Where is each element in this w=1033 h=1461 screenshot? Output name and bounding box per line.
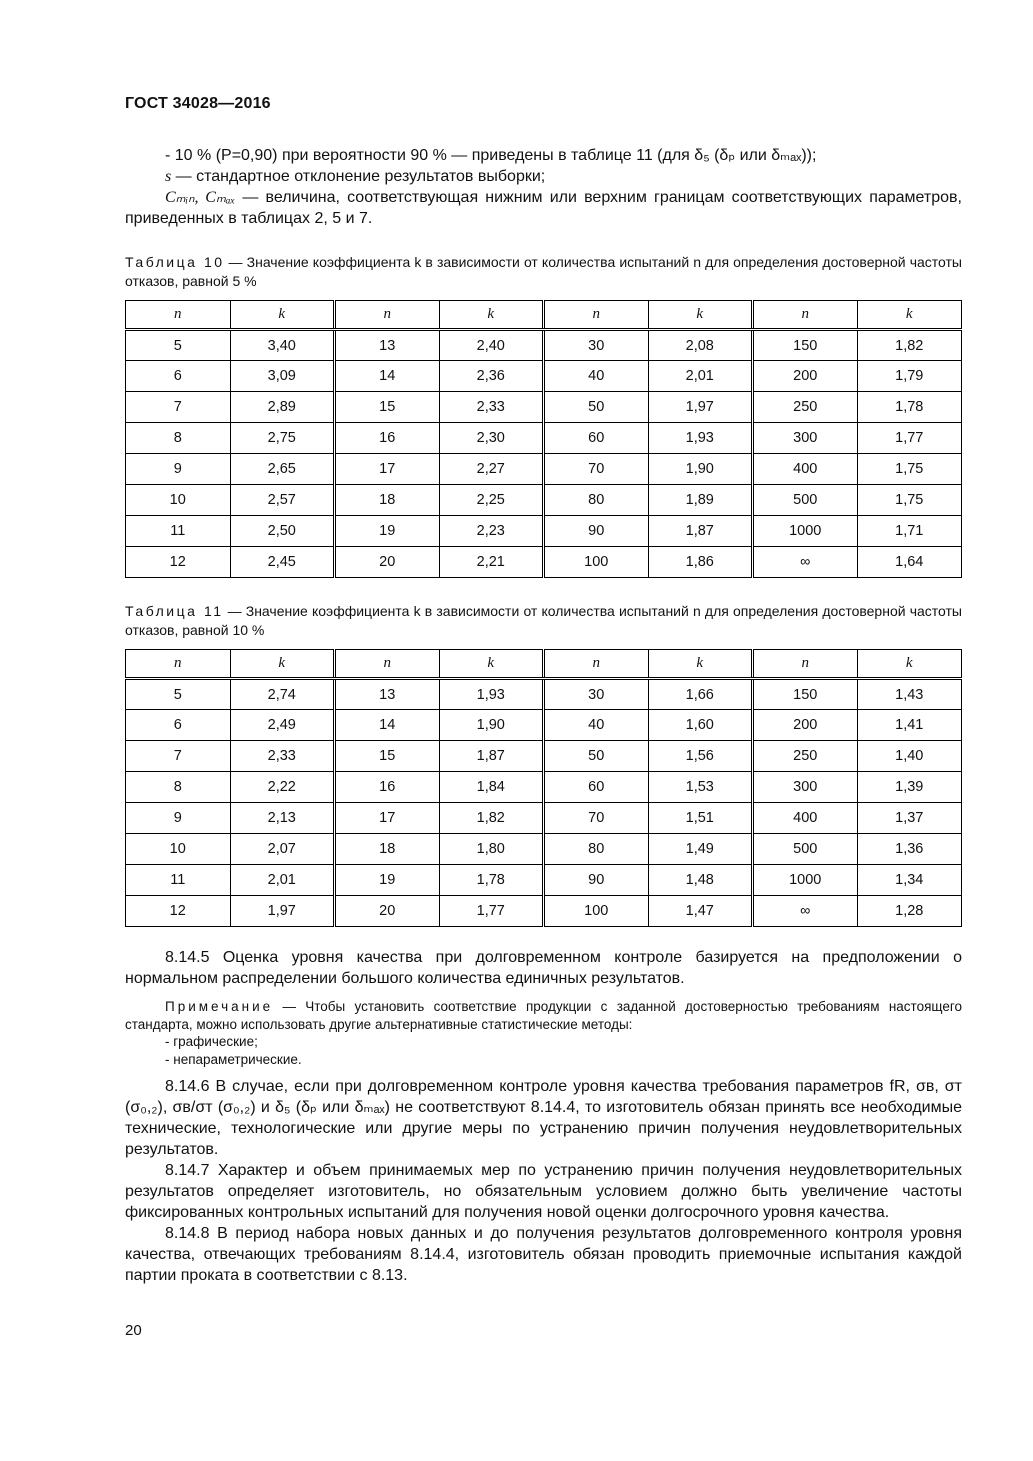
table-cell: 1,48: [648, 865, 753, 896]
table-cell: 18: [335, 834, 440, 865]
table-11-section: [125, 602, 962, 927]
table-cell: 2,08: [648, 330, 753, 361]
table-cell: 30: [544, 679, 649, 710]
table-row: [126, 392, 962, 423]
table-11-caption-label: Таблица 11: [125, 603, 224, 619]
symbol-s: s: [165, 168, 172, 185]
table-row: [126, 772, 962, 803]
table-11-caption: [125, 602, 962, 640]
table-cell: 1,60: [648, 710, 753, 741]
table-cell: 90: [544, 865, 649, 896]
table-cell: 1,90: [648, 454, 753, 485]
table-cell: 1,64: [857, 547, 962, 578]
table-cell: 90: [544, 516, 649, 547]
table-10-header-row: [126, 301, 962, 330]
table-cell: 300: [753, 423, 858, 454]
table-cell: 1,34: [857, 865, 962, 896]
table-cell: 250: [753, 392, 858, 423]
table-cell: 2,30: [439, 423, 544, 454]
definition-s-text: — стандартное отклонение результатов выборки;: [171, 168, 546, 185]
column-header: n: [335, 650, 440, 679]
column-header: k: [857, 650, 962, 679]
table-10-body: [126, 330, 962, 578]
table-cell: 70: [544, 803, 649, 834]
table-cell: 30: [544, 330, 649, 361]
table-cell: 14: [335, 361, 440, 392]
table-cell: ∞: [753, 896, 858, 927]
table-cell: 8: [126, 423, 231, 454]
table-cell: 2,75: [230, 423, 335, 454]
page-number: 20: [125, 1322, 142, 1339]
table-cell: 7: [126, 741, 231, 772]
definition-c-text: — величина, соответствующая нижним или верхним границам соответствующих параметров, приведенных в таблицах 2, 5 и 7.: [125, 189, 962, 227]
table-10-caption-text: — Значение коэффициента k в зависимости от количества испытаний n для определения достоверной частоты отказов, равной 5 %: [125, 254, 962, 289]
definitions-block: [125, 145, 962, 229]
table-cell: 150: [753, 679, 858, 710]
table-row: [126, 865, 962, 896]
table-cell: 2,50: [230, 516, 335, 547]
table-cell: 500: [753, 834, 858, 865]
table-cell: 50: [544, 392, 649, 423]
table-cell: 1,56: [648, 741, 753, 772]
table-cell: 1,66: [648, 679, 753, 710]
table-cell: 3,40: [230, 330, 335, 361]
table-cell: 1,75: [857, 454, 962, 485]
column-header: k: [439, 650, 544, 679]
coefficients-table-10: [125, 300, 962, 578]
table-10-caption-label: Таблица 10: [125, 254, 225, 270]
table-row: [126, 741, 962, 772]
column-header: n: [753, 650, 858, 679]
table-cell: 1,39: [857, 772, 962, 803]
note-block: [125, 998, 962, 1068]
table-cell: 9: [126, 803, 231, 834]
table-cell: 1,97: [648, 392, 753, 423]
table-cell: 17: [335, 803, 440, 834]
table-cell: 5: [126, 679, 231, 710]
table-cell: 11: [126, 516, 231, 547]
section-8-14-5: 8.14.5 Оценка уровня качества при долговременном контроле базируется на предположении о нормальном распределении большого количества единичных результатов.: [125, 949, 962, 987]
table-cell: 1,87: [439, 741, 544, 772]
table-cell: 1,53: [648, 772, 753, 803]
table-cell: 2,07: [230, 834, 335, 865]
table-cell: 6: [126, 361, 231, 392]
table-10-caption: [125, 253, 962, 291]
table-cell: 7: [126, 392, 231, 423]
table-cell: 2,65: [230, 454, 335, 485]
column-header: k: [648, 301, 753, 330]
table-cell: 12: [126, 547, 231, 578]
table-cell: 60: [544, 772, 649, 803]
table-cell: 100: [544, 896, 649, 927]
table-cell: 40: [544, 710, 649, 741]
table-cell: 1,86: [648, 547, 753, 578]
table-row: [126, 485, 962, 516]
table-cell: ∞: [753, 547, 858, 578]
table-cell: 1,40: [857, 741, 962, 772]
table-cell: 1000: [753, 516, 858, 547]
table-cell: 10: [126, 834, 231, 865]
table-cell: 1,37: [857, 803, 962, 834]
table-cell: 1,89: [648, 485, 753, 516]
table-cell: 20: [335, 547, 440, 578]
table-cell: 1,82: [439, 803, 544, 834]
table-10-section: [125, 253, 962, 578]
table-cell: 500: [753, 485, 858, 516]
table-cell: 2,27: [439, 454, 544, 485]
table-cell: 16: [335, 423, 440, 454]
table-cell: 150: [753, 330, 858, 361]
table-cell: 2,33: [439, 392, 544, 423]
table-cell: 12: [126, 896, 231, 927]
table-cell: 1,36: [857, 834, 962, 865]
table-cell: 250: [753, 741, 858, 772]
table-cell: 19: [335, 516, 440, 547]
table-row: [126, 361, 962, 392]
table-11-caption-text: — Значение коэффициента k в зависимости от количества испытаний n для определения достоверной частоты отказов, равной 10 %: [125, 603, 962, 638]
table-row: [126, 710, 962, 741]
document-title: ГОСТ 34028—2016: [125, 95, 271, 112]
table-cell: 1,41: [857, 710, 962, 741]
table-cell: 300: [753, 772, 858, 803]
section-8-14-8: 8.14.8 В период набора новых данных и до получения результатов долговременного контроля уровня качества, отвечающих требованиям 8.14.4, изготовитель обязан проводить приемочные испытания каждой партии проката в соответствии с 8.13.: [125, 1225, 962, 1284]
table-cell: 13: [335, 679, 440, 710]
table-cell: 1,87: [648, 516, 753, 547]
table-cell: 1,47: [648, 896, 753, 927]
table-cell: 70: [544, 454, 649, 485]
table-cell: 2,23: [439, 516, 544, 547]
table-cell: 2,49: [230, 710, 335, 741]
table-cell: 2,57: [230, 485, 335, 516]
table-cell: 2,25: [439, 485, 544, 516]
table-row: [126, 896, 962, 927]
table-row: [126, 803, 962, 834]
table-cell: 1,49: [648, 834, 753, 865]
table-cell: 1,78: [857, 392, 962, 423]
table-cell: 17: [335, 454, 440, 485]
table-cell: 1,78: [439, 865, 544, 896]
table-cell: 400: [753, 454, 858, 485]
table-cell: 50: [544, 741, 649, 772]
table-cell: 1,51: [648, 803, 753, 834]
table-cell: 80: [544, 485, 649, 516]
table-row: [126, 516, 962, 547]
table-cell: 6: [126, 710, 231, 741]
note-item-nonparametric: - непараметрические.: [165, 1051, 302, 1067]
table-cell: 200: [753, 361, 858, 392]
section-8-14-7: 8.14.7 Характер и объем принимаемых мер по устранению причин получения неудовлетворительных результатов определяет изготовитель, но обязательным условием должно быть увеличение частоты фиксированных контрольных испытаний для получения новой оценки долгосрочного уровня качества.: [125, 1162, 962, 1221]
column-header: n: [544, 650, 649, 679]
column-header: k: [857, 301, 962, 330]
table-cell: 80: [544, 834, 649, 865]
table-cell: 60: [544, 423, 649, 454]
table-cell: 2,36: [439, 361, 544, 392]
column-header: k: [439, 301, 544, 330]
table-cell: 1,77: [439, 896, 544, 927]
table-cell: 8: [126, 772, 231, 803]
table-cell: 2,01: [648, 361, 753, 392]
table-cell: 200: [753, 710, 858, 741]
table-cell: 10: [126, 485, 231, 516]
definition-line-delta: - 10 % (P=0,90) при вероятности 90 % — приведены в таблице 11 (для δ₅ (δₚ или δₘₐₓ));: [165, 147, 817, 164]
table-cell: 2,74: [230, 679, 335, 710]
definition-line-c: [125, 187, 962, 229]
table-row: [126, 679, 962, 710]
table-cell: 19: [335, 865, 440, 896]
coefficients-table-11: [125, 649, 962, 927]
table-cell: 2,21: [439, 547, 544, 578]
section-8-14-6: 8.14.6 В случае, если при долговременном контроле уровня качества требования параметров fR, σв, σт (σ₀,₂), σв/σт (σ₀,₂) и δ₅ (δₚ или δₘₐₓ) не соответствуют 8.14.4, то изготовитель обязан принять все необходимые технические, технологические или другие меры по устранению причин получения неудовлетворительных результатов.: [125, 1078, 962, 1158]
table-cell: 1,93: [439, 679, 544, 710]
table-cell: 15: [335, 392, 440, 423]
column-header: k: [648, 650, 753, 679]
table-10-head: [126, 301, 962, 330]
table-cell: 1,90: [439, 710, 544, 741]
column-header: n: [544, 301, 649, 330]
table-cell: 11: [126, 865, 231, 896]
table-cell: 16: [335, 772, 440, 803]
table-cell: 40: [544, 361, 649, 392]
table-cell: 1,84: [439, 772, 544, 803]
table-cell: 1,75: [857, 485, 962, 516]
table-cell: 2,33: [230, 741, 335, 772]
column-header: n: [126, 301, 231, 330]
table-cell: 2,22: [230, 772, 335, 803]
table-row: [126, 547, 962, 578]
table-cell: 400: [753, 803, 858, 834]
note-paragraph: [125, 998, 962, 1033]
table-11-head: [126, 650, 962, 679]
table-cell: 3,09: [230, 361, 335, 392]
table-cell: 15: [335, 741, 440, 772]
table-cell: 5: [126, 330, 231, 361]
table-cell: 1,82: [857, 330, 962, 361]
table-cell: 1,79: [857, 361, 962, 392]
table-cell: 2,13: [230, 803, 335, 834]
table-11-body: [126, 679, 962, 927]
table-cell: 100: [544, 547, 649, 578]
note-text: — Чтобы установить соответствие продукции с заданной достоверностью требованиям настоящего стандарта, можно использовать другие альтернативные статистические методы:: [125, 999, 962, 1032]
table-cell: 9: [126, 454, 231, 485]
column-header: k: [230, 301, 335, 330]
table-cell: 20: [335, 896, 440, 927]
table-cell: 13: [335, 330, 440, 361]
note-label: Примечание: [165, 999, 274, 1014]
table-cell: 1,93: [648, 423, 753, 454]
table-row: [126, 423, 962, 454]
table-cell: 1,80: [439, 834, 544, 865]
table-cell: 1000: [753, 865, 858, 896]
symbol-c-min-max: Cₘᵢₙ, Cₘₐₓ: [165, 189, 236, 206]
table-cell: 14: [335, 710, 440, 741]
column-header: k: [230, 650, 335, 679]
note-item-graphic: - графические;: [165, 1034, 258, 1049]
column-header: n: [126, 650, 231, 679]
table-cell: 2,01: [230, 865, 335, 896]
table-cell: 2,45: [230, 547, 335, 578]
table-cell: 2,40: [439, 330, 544, 361]
table-row: [126, 834, 962, 865]
table-cell: 1,97: [230, 896, 335, 927]
table-cell: 1,71: [857, 516, 962, 547]
table-row: [126, 330, 962, 361]
table-11-header-row: [126, 650, 962, 679]
table-cell: 18: [335, 485, 440, 516]
column-header: n: [753, 301, 858, 330]
column-header: n: [335, 301, 440, 330]
table-row: [126, 454, 962, 485]
table-cell: 1,28: [857, 896, 962, 927]
table-cell: 1,43: [857, 679, 962, 710]
table-cell: 2,89: [230, 392, 335, 423]
table-cell: 1,77: [857, 423, 962, 454]
definition-line-s: [125, 166, 962, 187]
